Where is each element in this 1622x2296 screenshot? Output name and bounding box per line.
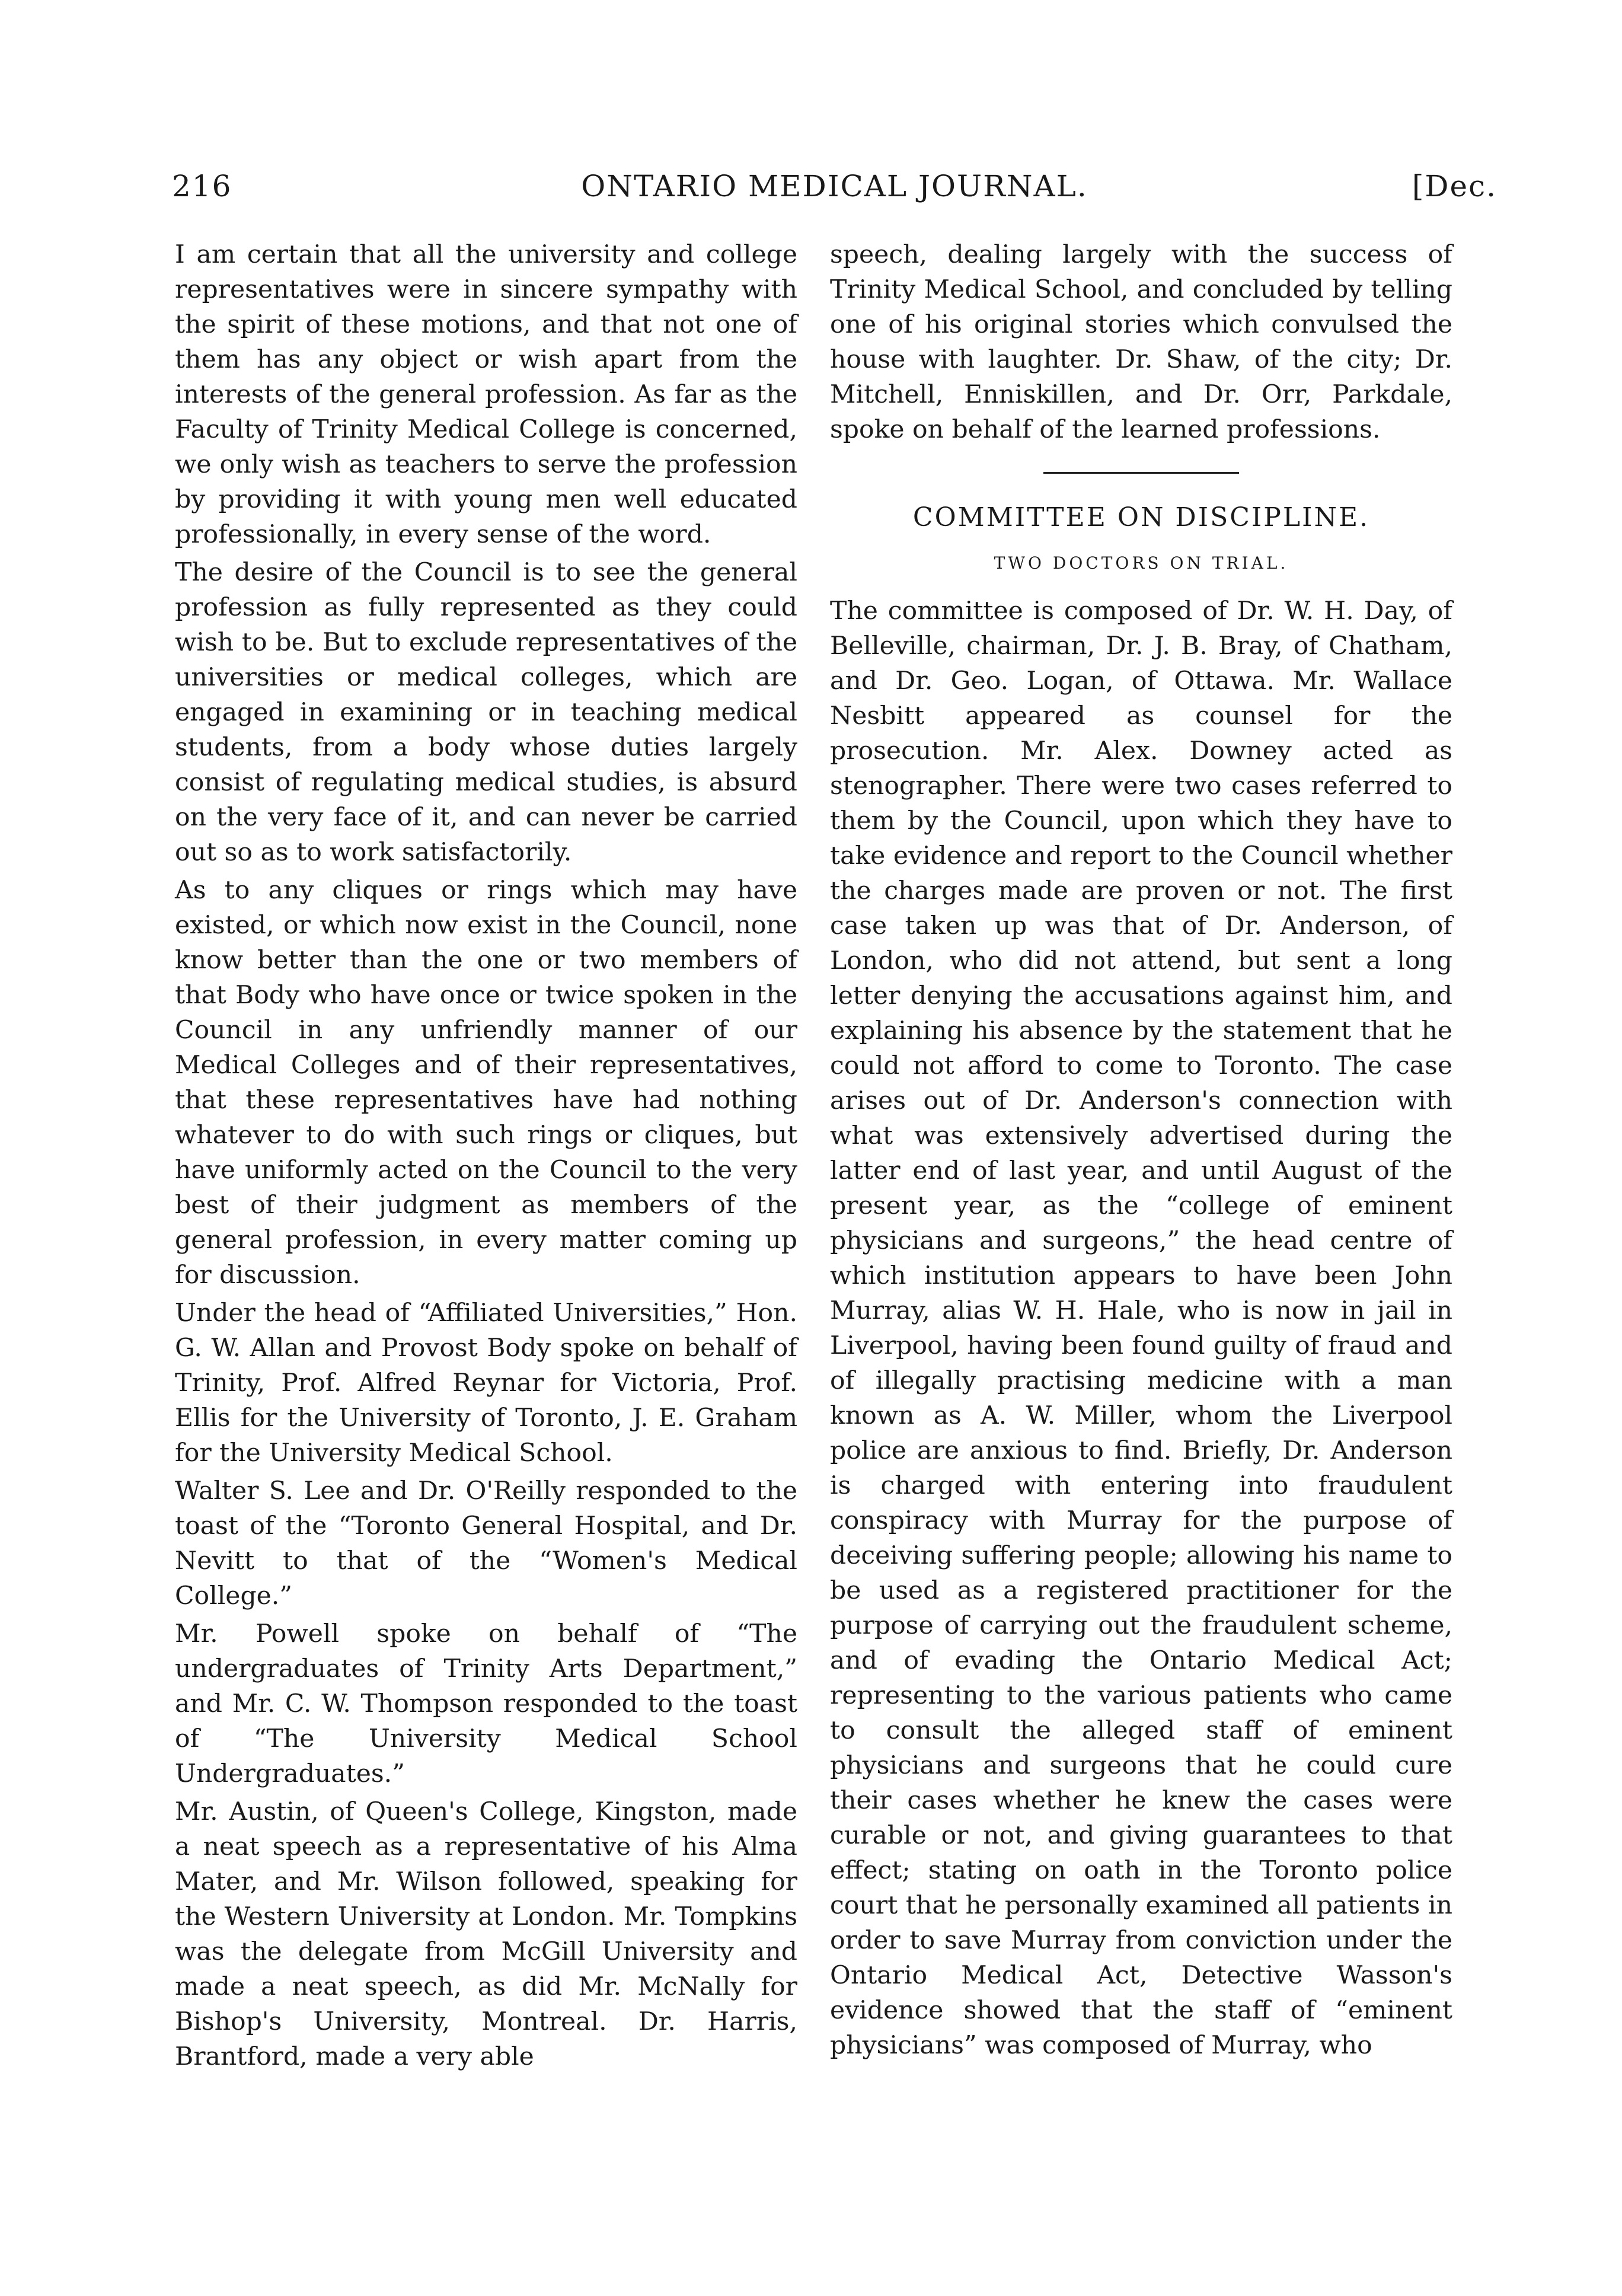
journal-title: ONTARIO MEDICAL JOURNAL. <box>581 169 1088 203</box>
paragraph: As to any cliques or rings which may have existed, or which now exist in the Council, none know better than the one or two members of that Body who have once or twice spoken in the Council in any unfriendly manner of our Medical Colleges and of their representatives, that these representatives have had nothing whatever to do with such rings or cliques, but have uniformly acted on the Council to the very best of their judgment as members of the general profession, in every matter coming up for discussion. <box>175 876 797 1290</box>
issue-month: [Dec. <box>1412 169 1497 203</box>
section-divider <box>1043 472 1239 474</box>
right-column <box>830 237 1452 2063</box>
paragraph: Mr. Austin, of Queen's College, Kingston, made a neat speech as a representative of his Alma Mater, and Mr. Wilson followed, speaking for the Western University at London. Mr. Tompkins was the delegate from McGill University and made a neat speech, as did Mr. McNally for Bishop's University, Montreal. Dr. Harris, Brantford, made a very able <box>175 1797 797 2071</box>
section-title: COMMITTEE ON DISCIPLINE. <box>912 502 1370 532</box>
paragraph: Mr. Powell spoke on behalf of “The undergraduates of Trinity Arts Department,” and Mr. C. W. Thompson responded to the toast of “The University Medical School Undergraduates.” <box>175 1619 797 1788</box>
section-subtitle: TWO DOCTORS ON TRIAL. <box>994 553 1289 573</box>
left-column <box>175 237 797 2074</box>
running-head <box>172 169 1497 216</box>
paragraph: The desire of the Council is to see the general profession as fully represented as they could wish to be. But to exclude representatives of the universities or medical colleges, which are engaged in examining or in teaching medical students, from a body whose duties largely consist of regulating medical studies, is absurd on the very face of it, and can never be carried out so as to work satisfactorily. <box>175 558 797 867</box>
paragraph: Walter S. Lee and Dr. O'Reilly responded to the toast of the “Toronto General Hospital, and Dr. Nevitt to that of the “Women's Medical College.” <box>175 1477 797 1611</box>
paragraph: I am certain that all the university and college representatives were in sincere sympathy with the spirit of these motions, and that not one of them has any object or wish apart from the interests of the general profession. As far as the Faculty of Trinity Medical College is concerned, we only wish as teachers to serve the profession by providing it with young men well educated professionally, in every sense of the word. <box>175 240 797 549</box>
paragraph: speech, dealing largely with the success of Trinity Medical School, and concluded by telling one of his original stories which convulsed the house with laughter. Dr. Shaw, of the city; Dr. Mitchell, Enniskillen, and Dr. Orr, Parkdale, spoke on behalf of the learned professions. <box>830 240 1452 444</box>
page-number: 216 <box>172 169 232 203</box>
paragraph: The committee is composed of Dr. W. H. Day, of Belleville, chairman, Dr. J. B. Bray, of Chatham, and Dr. Geo. Logan, of Ottawa. Mr. Wallace Nesbitt appeared as counsel for the prosecution. Mr. Alex. Downey acted as stenographer. There were two cases referred to them by the Council, upon which they have to take evidence and report to the Council whether the charges made are proven or not. The first case taken up was that of Dr. Anderson, of London, who did not attend, but sent a long letter denying the accusations against him, and explaining his absence by the statement that he could not afford to come to Toronto. The case arises out of Dr. Anderson's connection with what was extensively advertised during the latter end of last year, and until August of the present year, as the “college of eminent physicians and surgeons,” the head centre of which institution appears to have been John Murray, alias W. H. Hale, who is now in jail in Liverpool, having been found guilty of fraud and of illegally practising medicine with a man known as A. W. Miller, whom the Liverpool police are anxious to find. Briefly, Dr. Anderson is charged with entering into fraudulent conspiracy with Murray for the purpose of deceiving suffering people; allowing his name to be used as a registered practitioner for the purpose of carrying out the fraudulent scheme, and of evading the Ontario Medical Act; representing to the various patients who came to consult the alleged staff of eminent physicians and surgeons that he could cure their cases whether he knew the cases were curable or not, and giving guarantees to that effect; stating on oath in the Toronto police court that he personally examined all patients in order to save Murray from conviction under the Ontario Medical Act, Detective Wasson's evidence showed that the staff of “eminent physicians” was composed of Murray, who <box>830 597 1452 2060</box>
paragraph: Under the head of “Affiliated Universities,” Hon. G. W. Allan and Provost Body spoke on behalf of Trinity, Prof. Alfred Reynar for Victoria, Prof. Ellis for the University of Toronto, J. E. Graham for the University Medical School. <box>175 1299 797 1468</box>
